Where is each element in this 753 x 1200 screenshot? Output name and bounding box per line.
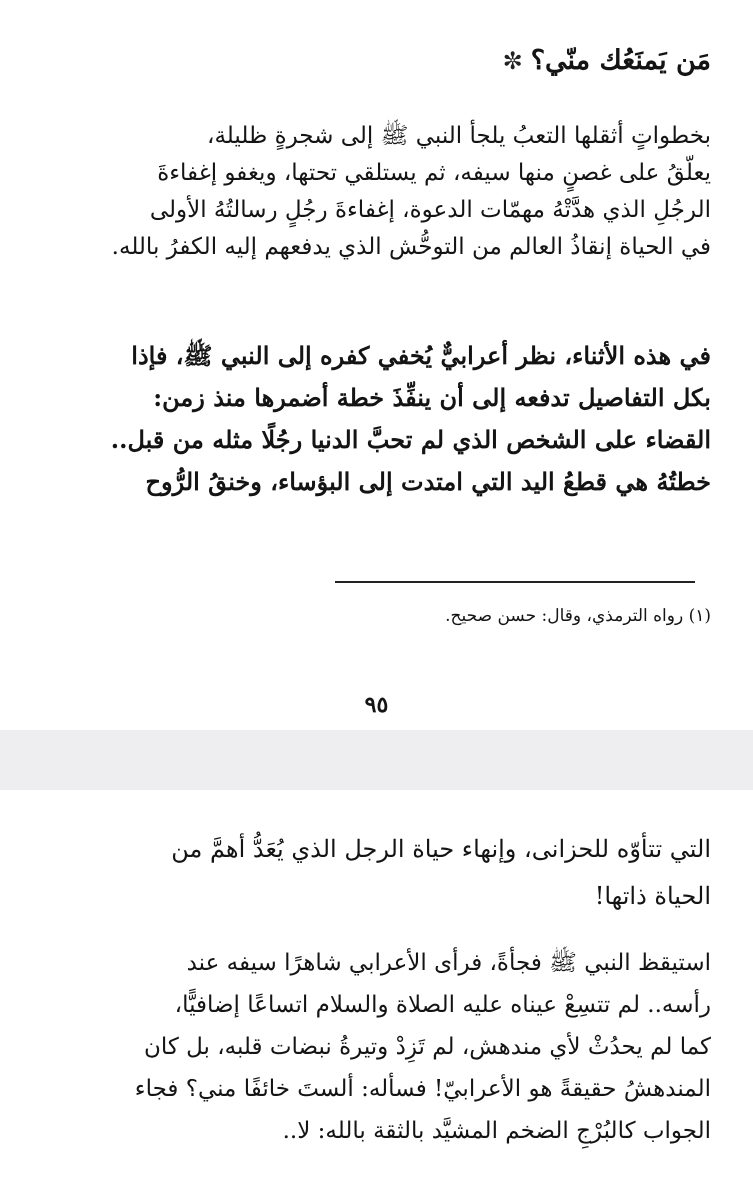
text-line: في الحياة إنقاذُ العالم من التوحُّش الذي يدفعهم إليه الكفرُ بالله. xyxy=(111,234,711,260)
text-line: يعلّقُ على غصنٍ منها سيفه، ثم يستلقي تحتها، ويغفو إغفاءةَ xyxy=(157,160,711,186)
text-line: الحياة ذاتها! xyxy=(594,882,711,910)
text-line: استيقظ النبي ﷺ فجأةً، فرأى الأعرابي شاهرًا سيفه عند xyxy=(186,950,711,976)
text-line: المندهشُ حقيقةً هو الأعرابيّ! فسأله: ألستَ خائفًا مني؟ فجاء xyxy=(134,1076,711,1102)
text-line: في هذه الأثناء، نظر أعرابيٌّ يُخفي كفره إلى النبي ﷺ، فإذا xyxy=(131,341,711,370)
text-line: بخطواتٍ أثقلها التعبُ يلجأ النبي ﷺ إلى شجرةٍ ظليلة، xyxy=(207,123,711,149)
text-line: القضاء على الشخص الذي لم تحبَّ الدنيا رجُلًا مثله من قبل.. xyxy=(110,425,711,454)
ornament-icon: ✼ xyxy=(502,46,523,75)
paragraph-1 xyxy=(76,118,711,266)
paragraph-3 xyxy=(76,826,711,920)
chapter-heading xyxy=(503,46,711,76)
footnote: (١) رواه الترمذي، وقال: حسن صحيح. xyxy=(445,606,711,626)
page-separator xyxy=(0,730,753,790)
chapter-title: مَن يَمنَعُك منّي؟ xyxy=(530,45,711,76)
text-line: الرجُلِ الذي هدَّتْهُ مهمّات الدعوة، إغفاءةَ رجُلٍ رسالتُهُ الأولى xyxy=(149,197,711,223)
footnote-divider xyxy=(335,581,695,583)
text-line: رأسه.. لم تتسِعْ عيناه عليه الصلاة والسلام اتساعًا إضافيًّا، xyxy=(174,992,711,1018)
text-line: كما لم يحدُثْ لأي مندهش، لم تَزِدْ وتيرةُ نبضات قلبه، بل كان xyxy=(143,1034,711,1060)
page-number: ٩٥ xyxy=(364,692,389,718)
text-line: بكل التفاصيل تدفعه إلى أن ينفِّذَ خطة أضمرها منذ زمن: xyxy=(153,383,711,412)
book-page-bottom xyxy=(0,790,753,1200)
text-line: خطتُهُ هي قطعُ اليد التي امتدت إلى البؤساء، وخنقُ الرُّوح xyxy=(145,467,711,496)
text-line: التي تتأوّه للحزانى، وإنهاء حياة الرجل الذي يُعَدُّ أهمَّ من xyxy=(171,835,711,863)
paragraph-2 xyxy=(76,335,711,503)
text-line: الجواب كالبُرْجِ الضخم المشيَّد بالثقة بالله: لا.. xyxy=(282,1118,711,1144)
paragraph-4 xyxy=(76,942,711,1152)
